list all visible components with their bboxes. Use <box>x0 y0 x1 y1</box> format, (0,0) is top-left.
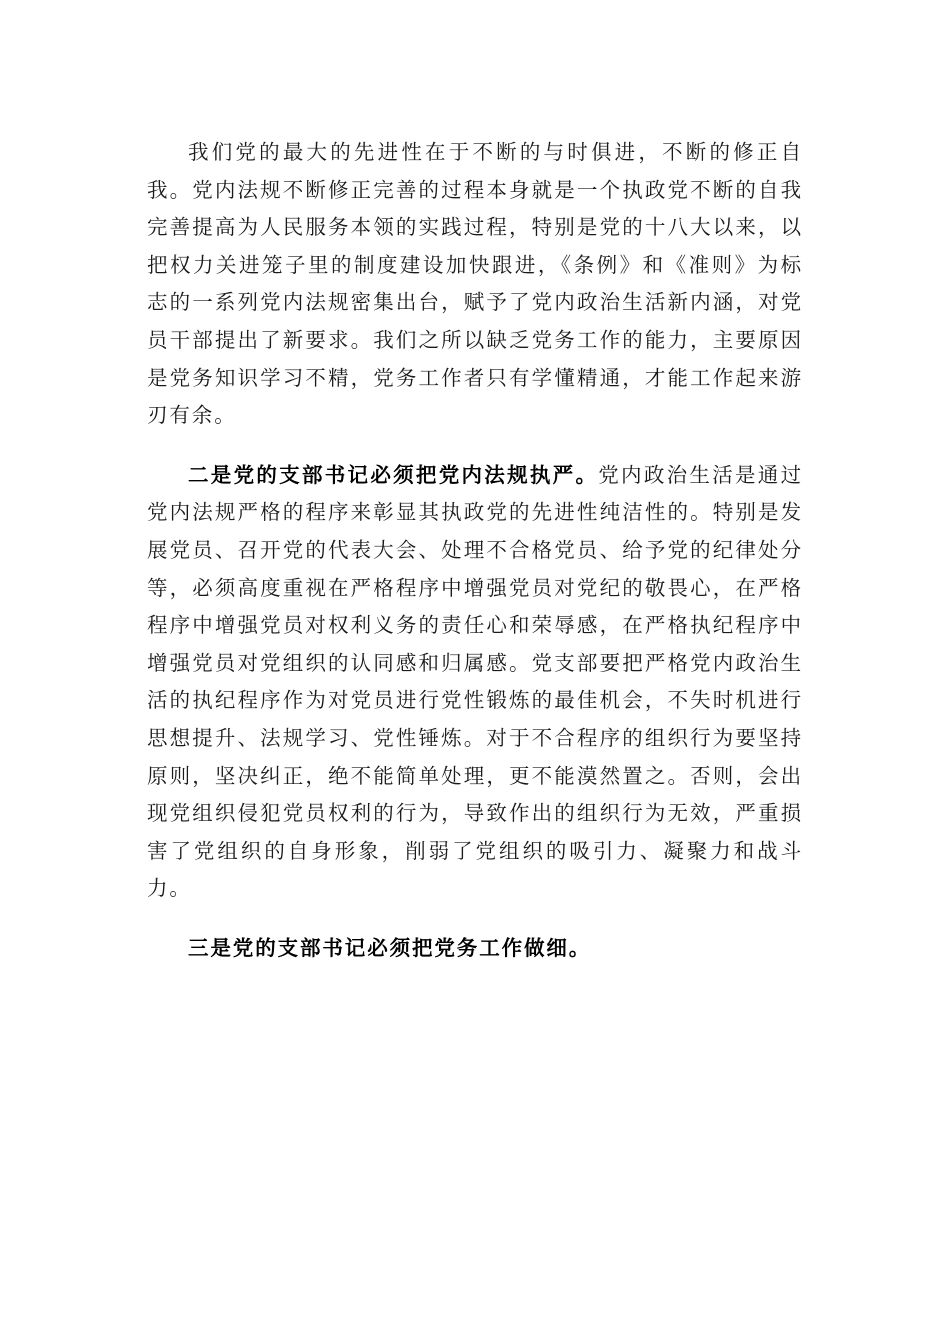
paragraph-1 <box>147 134 803 435</box>
paragraph-2 <box>147 457 803 908</box>
section-2-body: 党内政治生活是通过党内法规严格的程序来彰显其执政党的先进性纯洁性的。特别是发展党员、召开党的代表大会、处理不合格党员、给予党的纪律处分等，必须高度重视在严格程序中增强党员对党纪的敬畏心，在严格程序中增强党员对权利义务的责任心和荣辱感，在严格执纪程序中增强党员对党组织的认同感和归属感。党支部要把严格党内政治生活的执纪程序作为对党员进行党性锻炼的最佳机会，不失时机进行思想提升、法规学习、党性锤炼。对于不合程序的组织行为要坚持原则，坚决纠正，绝不能简单处理，更不能漠然置之。否则，会出现党组织侵犯党员权利的行为，导致作出的组织行为无效，严重损害了党组织的自身形象，削弱了党组织的吸引力、凝聚力和战斗力。 <box>147 462 803 901</box>
paragraph-1-text: 我们党的最大的先进性在于不断的与时俱进，不断的修正自我。党内法规不断修正完善的过程本身就是一个执政党不断的自我完善提高为人民服务本领的实践过程，特别是党的十八大以来，以把权力关进笼子里的制度建设加快跟进，《条例》和《准则》为标志的一系列党内法规密集出台，赋予了党内政治生活新内涵，对党员干部提出了新要求。我们之所以缺乏党务工作的能力，主要原因是党务知识学习不精，党务工作者只有学懂精通，才能工作起来游刃有余。 <box>147 140 803 428</box>
section-3-heading: 三是党的支部书记必须把党务工作做细。 <box>188 935 592 960</box>
section-2-heading: 二是党的支部书记必须把党内法规执严。 <box>188 462 599 487</box>
document-body <box>147 134 803 967</box>
